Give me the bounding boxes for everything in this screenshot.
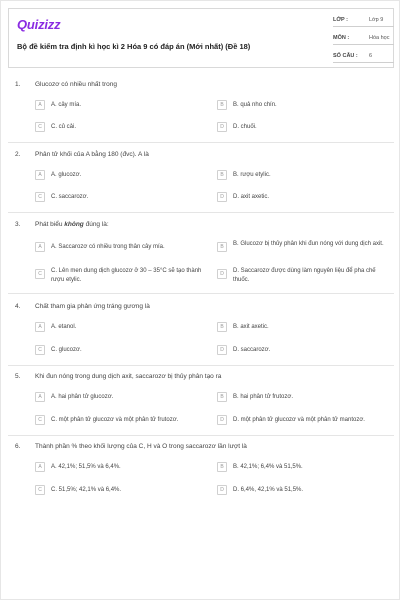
meta-value: 6 bbox=[369, 53, 373, 59]
option-text: B. hai phân tử frutozơ. bbox=[233, 394, 293, 400]
question-5 bbox=[15, 373, 387, 433]
option-letter-box: C bbox=[35, 192, 45, 202]
option-letter-box: C bbox=[35, 485, 45, 495]
option-letter-box: A bbox=[35, 392, 45, 402]
option-letter-box: D bbox=[217, 122, 227, 132]
meta-class bbox=[327, 12, 394, 27]
question-3 bbox=[15, 221, 387, 291]
option-text: B. quả nho chín. bbox=[233, 102, 277, 108]
option-letter-box: A bbox=[35, 322, 45, 332]
option-letter-box: D bbox=[217, 415, 227, 425]
option-letter-box: A bbox=[35, 242, 45, 252]
meta-subject bbox=[327, 30, 394, 45]
option-text: B. Glucozơ bị thủy phân khi đun nóng với dung dịch axit. bbox=[233, 241, 384, 247]
option-letter-box: B bbox=[217, 462, 227, 472]
option-text: D. axit axetic. bbox=[233, 194, 270, 200]
option-text: C. glucozơ. bbox=[51, 347, 82, 353]
option-text: D. một phân tử glucozơ và một phân tử mantozơ. bbox=[233, 417, 365, 423]
option-text: C. 51,5%; 42,1% và 6,4%. bbox=[51, 487, 122, 493]
question-number: 6. bbox=[15, 443, 21, 450]
question-divider bbox=[8, 212, 394, 213]
option-letter-box: C bbox=[35, 415, 45, 425]
option-letter-box: B bbox=[217, 392, 227, 402]
meta-underline bbox=[333, 62, 394, 63]
meta-label: SỐ CÂU : bbox=[333, 53, 358, 59]
option-letter-box: D bbox=[217, 345, 227, 355]
option-letter-box: D bbox=[217, 269, 227, 279]
question-text: Phân tử khối của A bằng 180 (đvc). A là bbox=[35, 151, 149, 158]
option-text: C. củ cải. bbox=[51, 124, 77, 130]
option-text: D. Saccarozơ được dùng làm nguyên liệu để pha chế thuốc. bbox=[233, 268, 376, 283]
question-text: Khi đun nóng trong dung dịch axit, saccarozơ bị thủy phân tạo ra bbox=[35, 373, 222, 380]
option-text: C. một phân tử glucozơ và một phân tử frutozơ. bbox=[51, 417, 179, 423]
option-text: C. saccarozơ. bbox=[51, 194, 89, 200]
option-text: A. hai phân tử glucozơ. bbox=[51, 394, 114, 400]
page-title: Bộ đề kiểm tra định kì học kì 2 Hóa 9 có đáp án (Mới nhất) (Đề 18) bbox=[17, 42, 251, 51]
option-letter-box: B bbox=[217, 322, 227, 332]
meta-label: LỚP : bbox=[333, 17, 348, 23]
question-4 bbox=[15, 303, 387, 363]
option-text: D. 6,4%, 42,1% và 51,5%. bbox=[233, 487, 304, 493]
option-text: C. Lên men dung dịch glucozơ ở 30 – 35°C sẽ tạo thành rượu etylic. bbox=[51, 268, 202, 283]
option-letter-box: C bbox=[35, 269, 45, 279]
meta-underline bbox=[333, 44, 394, 45]
option-text: B. axit axetic. bbox=[233, 324, 269, 330]
question-divider bbox=[8, 142, 394, 143]
question-divider bbox=[8, 365, 394, 366]
option-letter-box: A bbox=[35, 170, 45, 180]
question-1 bbox=[15, 81, 387, 141]
option-letter-box: A bbox=[35, 100, 45, 110]
option-text: B. rượu etylic. bbox=[233, 172, 271, 178]
option-letter-box: B bbox=[217, 242, 227, 252]
question-2 bbox=[15, 151, 387, 211]
option-text: B. 42,1%; 6,4% và 51,5%. bbox=[233, 464, 303, 470]
option-letter-box: C bbox=[35, 345, 45, 355]
option-text: A. Saccarozơ có nhiều trong thân cây mía. bbox=[51, 244, 165, 250]
question-text: Glucozơ có nhiều nhất trong bbox=[35, 81, 117, 88]
question-text-part: đúng là: bbox=[83, 221, 109, 228]
question-text-part: Phát biểu bbox=[35, 221, 65, 228]
question-6 bbox=[15, 443, 387, 503]
option-text: A. etanol. bbox=[51, 324, 77, 330]
option-letter-box: D bbox=[217, 485, 227, 495]
meta-count bbox=[327, 48, 394, 63]
question-number: 3. bbox=[15, 221, 21, 228]
worksheet-header bbox=[8, 8, 394, 68]
question-text: Thành phần % theo khối lượng của C, H và O trong saccarozơ lần lượt là bbox=[35, 443, 247, 450]
question-text: Chất tham gia phản ứng tráng gương là bbox=[35, 303, 150, 310]
meta-value: Lớp 9 bbox=[369, 17, 384, 23]
meta-label: MÔN : bbox=[333, 35, 350, 41]
option-text: D. saccarozơ. bbox=[233, 347, 271, 353]
question-text-emphasis: không bbox=[64, 221, 84, 228]
option-letter-box: D bbox=[217, 192, 227, 202]
option-text: A. cây mía. bbox=[51, 102, 82, 108]
question-divider bbox=[8, 293, 394, 294]
option-text: A. glucozơ. bbox=[51, 172, 82, 178]
meta-panel bbox=[327, 9, 394, 69]
question-number: 4. bbox=[15, 303, 21, 310]
question-number: 5. bbox=[15, 373, 21, 380]
option-letter-box: A bbox=[35, 462, 45, 472]
question-divider bbox=[8, 435, 394, 436]
meta-underline bbox=[333, 26, 394, 27]
question-number: 1. bbox=[15, 81, 21, 88]
option-letter-box: B bbox=[217, 170, 227, 180]
option-text: A. 42,1%; 51,5% và 6,4%. bbox=[51, 464, 121, 470]
meta-value: Hóa học bbox=[369, 35, 390, 41]
question-text bbox=[35, 221, 385, 228]
quizizz-logo: Quizizz bbox=[17, 17, 61, 32]
option-letter-box: C bbox=[35, 122, 45, 132]
option-letter-box: B bbox=[217, 100, 227, 110]
question-number: 2. bbox=[15, 151, 21, 158]
option-text: D. chuối. bbox=[233, 124, 257, 130]
